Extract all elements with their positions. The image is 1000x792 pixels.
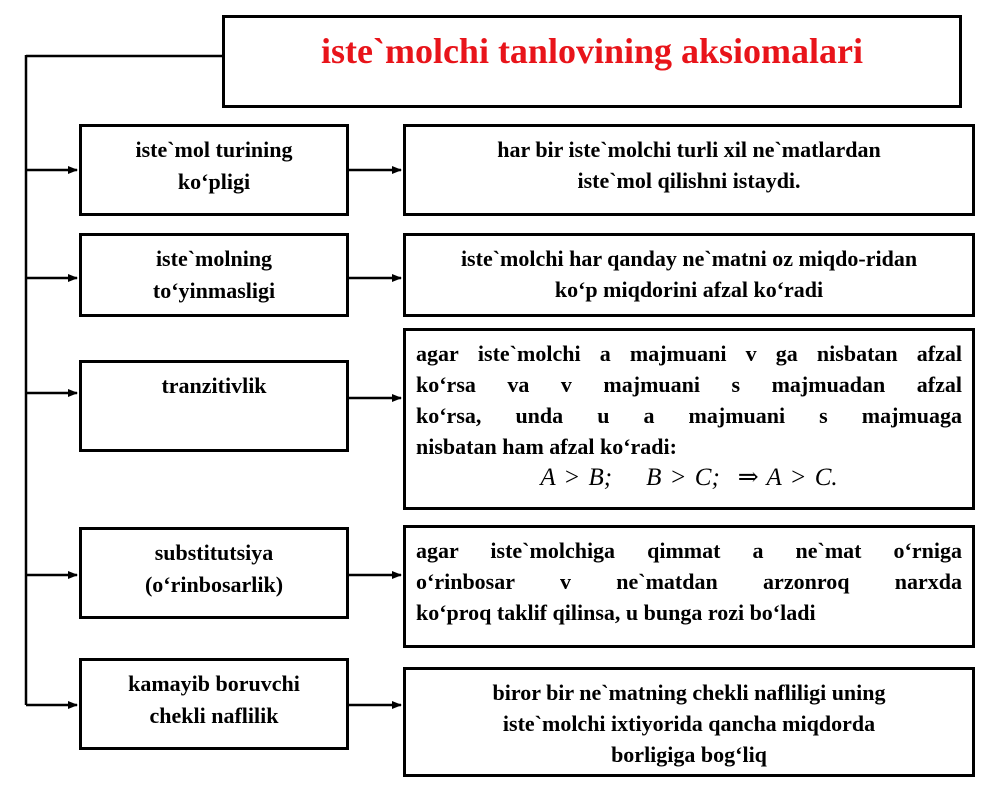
formula-part: A > B; xyxy=(540,464,613,491)
title-box xyxy=(222,15,962,108)
desc-word: iste`molchi xyxy=(477,341,581,366)
desc-word: majmuani xyxy=(629,341,727,366)
desc-word: a xyxy=(599,341,611,366)
axiom-desc-line: ko‘p miqdorini afzal ko‘radi xyxy=(554,277,824,302)
axiom-desc-line: iste`molchi har qanday ne`matni oz miqdo-ridan xyxy=(460,246,918,271)
axiom-desc-box-3 xyxy=(403,328,975,510)
axiom-desc-box-2 xyxy=(403,233,975,317)
axiom-desc-box-1 xyxy=(403,124,975,216)
diagram-title: iste`molchi tanlovining aksiomalari xyxy=(320,31,864,71)
desc-word: nisbatan xyxy=(816,341,898,366)
formula-part: ⇒ A > C. xyxy=(737,464,838,491)
axiom-name-box-2 xyxy=(79,233,349,317)
axiom-desc-box-5 xyxy=(403,667,975,777)
axiom-desc-line: ko‘rsa, unda u a majmuani s majmuaga xyxy=(416,403,962,428)
axiom-name-box-3 xyxy=(79,360,349,452)
axiom-name-box-1 xyxy=(79,124,349,216)
axiom-desc-line: agar iste`molchiga qimmat a ne`mat o‘rniga xyxy=(416,538,962,563)
desc-word: afzal xyxy=(916,341,962,366)
axiom-desc-line: har bir iste`molchi turli xil ne`matlardan xyxy=(497,137,881,162)
axiom-name-line: chekli naflilik xyxy=(149,703,279,728)
axiom-desc-line: ko‘proq taklif qilinsa, u bunga rozi bo‘ladi xyxy=(416,600,816,625)
desc-word: v xyxy=(745,341,757,366)
axiom-name-line: ko‘pligi xyxy=(177,169,251,194)
axiom-desc-line: borligiga bog‘liq xyxy=(611,742,767,767)
axiom-desc-line: iste`molchi ixtiyorida qancha miqdorda xyxy=(502,711,876,736)
desc-word: agar xyxy=(416,341,459,366)
axiom-desc-line xyxy=(416,338,962,369)
axiom-name-line: tranzitivlik xyxy=(161,373,267,398)
axiom-desc-line: nisbatan ham afzal ko‘radi: xyxy=(416,434,677,459)
axiom-desc-line: ko‘rsa va v majmuani s majmuadan afzal xyxy=(416,372,962,397)
transitivity-formula xyxy=(416,462,962,493)
axiom-name-box-4 xyxy=(79,527,349,619)
formula-part: B > C; xyxy=(646,464,720,491)
axiom-desc-line: biror bir ne`matning chekli nafliligi uning xyxy=(492,680,886,705)
axiom-name-line: to‘yinmasligi xyxy=(152,278,276,303)
axiom-name-line: iste`molning xyxy=(155,246,273,271)
axiom-name-line: kamayib boruvchi xyxy=(128,671,300,696)
axiom-name-line: substitutsiya xyxy=(154,540,274,565)
axiom-desc-line: o‘rinbosar v ne`matdan arzonroq narxda xyxy=(416,569,962,594)
desc-word: ga xyxy=(775,341,798,366)
axiom-name-box-5 xyxy=(79,658,349,750)
axiom-name-line: iste`mol turining xyxy=(135,137,293,162)
axiom-name-line: (o‘rinbosarlik) xyxy=(144,572,284,597)
axiom-desc-line: iste`mol qilishni istaydi. xyxy=(577,168,801,193)
axiom-desc-box-4 xyxy=(403,525,975,648)
